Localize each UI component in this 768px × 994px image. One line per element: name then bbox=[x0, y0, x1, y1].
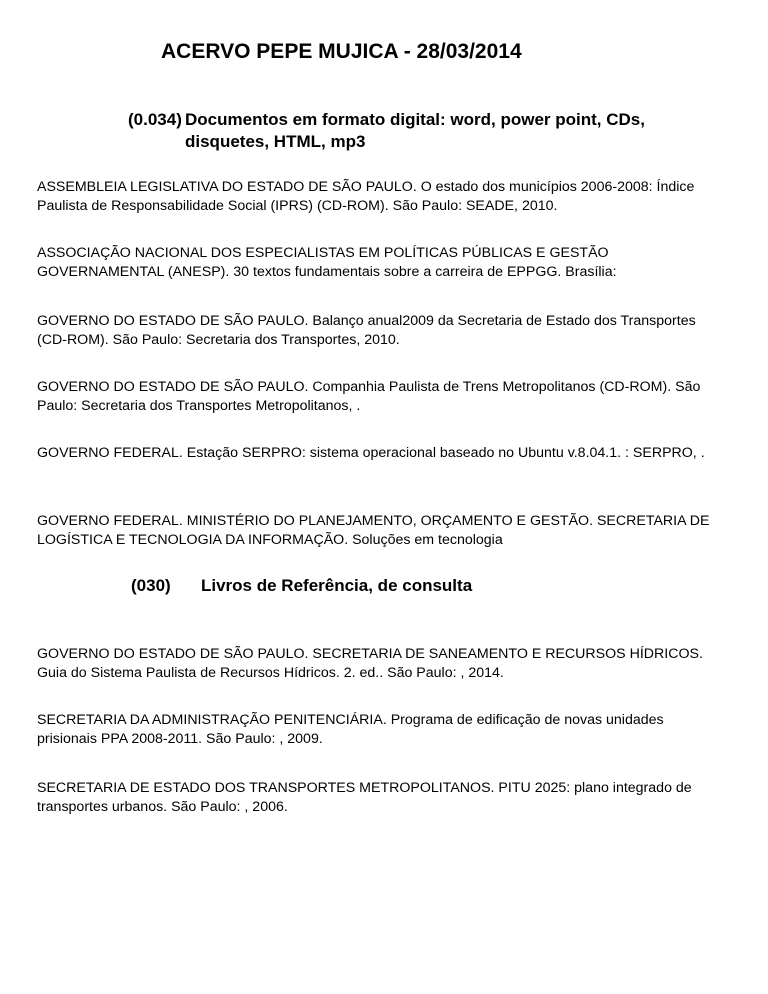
bibliography-entry: GOVERNO DO ESTADO DE SÃO PAULO. Companhia Paulista de Trens Metropolitanos (CD-ROM). São Paulo: Secretaria dos Transportes Metropolitanos, . bbox=[37, 379, 701, 414]
bibliography-entry: SECRETARIA DA ADMINISTRAÇÃO PENITENCIÁRIA. Programa de edificação de novas unidades prisionais PPA 2008-2011. São Paulo: , 2009. bbox=[37, 712, 664, 747]
section-code: (030) bbox=[131, 576, 171, 595]
bibliography-entry: ASSEMBLEIA LEGISLATIVA DO ESTADO DE SÃO PAULO. O estado dos municípios 2006-2008: Índice Paulista de Responsabilidade Social (IPRS) (CD-ROM). São Paulo: SEADE, 2010. bbox=[37, 179, 695, 214]
bibliography-entry: GOVERNO DO ESTADO DE SÃO PAULO. SECRETARIA DE SANEAMENTO E RECURSOS HÍDRICOS. Guia do Sistema Paulista de Recursos Hídricos. 2. ed.. São Paulo: , 2014. bbox=[37, 646, 703, 681]
bibliography-entry: GOVERNO FEDERAL. MINISTÉRIO DO PLANEJAMENTO, ORÇAMENTO E GESTÃO. SECRETARIA DE LOGÍSTICA E TECNOLOGIA DA INFORMAÇÃO. Soluções em tecnologia bbox=[37, 513, 710, 548]
section-code: (0.034) bbox=[128, 110, 182, 129]
document-title: ACERVO PEPE MUJICA - 28/03/2014 bbox=[161, 40, 522, 63]
bibliography-entry: ASSOCIAÇÃO NACIONAL DOS ESPECIALISTAS EM POLÍTICAS PÚBLICAS E GESTÃO GOVERNAMENTAL (ANESP). 30 textos fundamentais sobre a carreira de EPPGG. Brasília: bbox=[37, 245, 617, 280]
bibliography-entry: GOVERNO FEDERAL. Estação SERPRO: sistema operacional baseado no Ubuntu v.8.04.1. : SERPRO, . bbox=[37, 445, 705, 461]
section-label: Documentos em formato digital: word, power point, CDs, disquetes, HTML, mp3 bbox=[185, 110, 645, 151]
section-label: Livros de Referência, de consulta bbox=[201, 576, 473, 595]
bibliography-entry: GOVERNO DO ESTADO DE SÃO PAULO. Balanço anual2009 da Secretaria de Estado dos Transportes (CD-ROM). São Paulo: Secretaria dos Transportes, 2010. bbox=[37, 313, 696, 348]
bibliography-entry: SECRETARIA DE ESTADO DOS TRANSPORTES METROPOLITANOS. PITU 2025: plano integrado de transportes urbanos. São Paulo: , 2006. bbox=[37, 780, 692, 815]
